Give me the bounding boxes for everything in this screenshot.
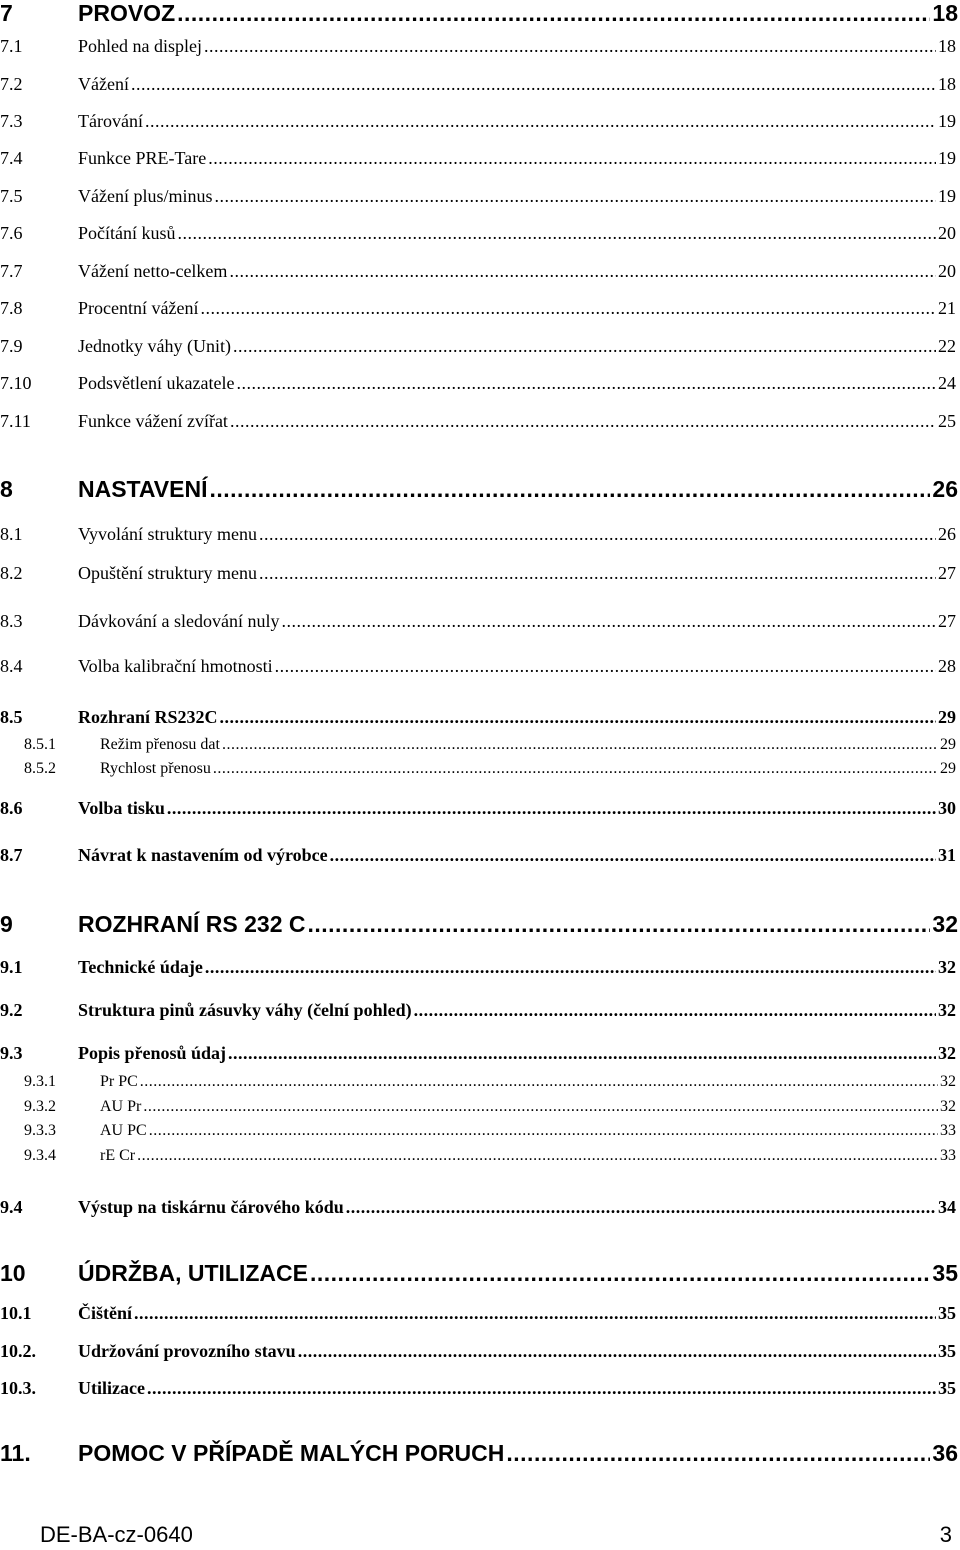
toc-dot-leader <box>140 1073 938 1091</box>
toc-dot-leader <box>506 1440 930 1467</box>
toc-entry-number: 9.3.1 <box>24 1073 56 1090</box>
toc-entry-title: AU Pr <box>100 1098 142 1115</box>
toc-dot-leader <box>307 911 930 938</box>
toc-entry[interactable] <box>0 74 960 95</box>
toc-entry[interactable] <box>0 336 960 357</box>
toc-entry[interactable] <box>0 1197 960 1218</box>
toc-entry-title: Rychlost přenosu <box>100 760 211 777</box>
toc-dot-leader <box>167 798 936 819</box>
toc-entry-title: Návrat k nastavením od výrobce <box>78 845 328 865</box>
toc-entry-title: Funkce vážení zvířat <box>78 411 228 431</box>
toc-dot-leader <box>236 373 936 394</box>
toc-entry-title: Udržování provozního stavu <box>78 1341 296 1361</box>
toc-entry[interactable] <box>0 111 960 132</box>
toc-entry-number: 7.11 <box>0 411 31 431</box>
toc-entry[interactable] <box>0 845 960 866</box>
toc-entry-page: 25 <box>938 411 956 431</box>
toc-entry-title: Pohled na displej <box>78 36 202 56</box>
toc-entry[interactable] <box>0 1122 960 1140</box>
toc-dot-leader <box>143 1098 938 1116</box>
toc-entry-number: 7.3 <box>0 111 23 131</box>
toc-entry[interactable] <box>0 1073 960 1091</box>
toc-entry-page: 32 <box>938 957 956 977</box>
toc-entry-number: 8.5.1 <box>24 736 56 753</box>
toc-entry-title: Podsvětlení ukazatele <box>78 373 235 393</box>
toc-entry-number: 7.8 <box>0 298 23 318</box>
toc-dot-leader <box>177 0 930 27</box>
toc-dot-leader <box>131 74 936 95</box>
toc-dot-leader <box>259 524 936 545</box>
toc-entry-page: 18 <box>932 0 958 26</box>
toc-dot-leader <box>229 261 936 282</box>
toc-dot-leader <box>147 1378 936 1399</box>
toc-entry[interactable] <box>0 148 960 169</box>
toc-entry-number: 8 <box>0 476 13 502</box>
toc-entry-number: 7.1 <box>0 36 23 56</box>
toc-entry-page: 32 <box>938 1000 956 1020</box>
toc-entry[interactable] <box>0 476 960 503</box>
toc-entry[interactable] <box>0 1098 960 1116</box>
toc-entry-page: 20 <box>938 223 956 243</box>
toc-entry-title: Čištění <box>78 1303 132 1323</box>
toc-entry-page: 32 <box>940 1073 956 1090</box>
toc-entry-page: 32 <box>938 1043 956 1063</box>
toc-entry-title: Volba kalibrační hmotnosti <box>78 656 273 676</box>
toc-entry-title: Tárování <box>78 111 143 131</box>
toc-entry-number: 10.3. <box>0 1378 36 1398</box>
toc-dot-leader <box>134 1303 936 1324</box>
toc-dot-leader <box>213 760 938 778</box>
toc-entry-page: 29 <box>940 736 956 753</box>
toc-entry-page: 35 <box>932 1260 958 1286</box>
toc-entry[interactable] <box>0 1303 960 1324</box>
toc-entry[interactable] <box>0 1000 960 1021</box>
toc-entry[interactable] <box>0 563 960 584</box>
toc-entry-number: 7.7 <box>0 261 23 281</box>
toc-entry[interactable] <box>0 298 960 319</box>
toc-dot-leader <box>281 611 936 632</box>
toc-entry-title: Funkce PRE-Tare <box>78 148 207 168</box>
toc-entry-page: 19 <box>938 111 956 131</box>
toc-entry[interactable] <box>0 373 960 394</box>
toc-entry[interactable] <box>0 1147 960 1165</box>
toc-entry-title: Utilizace <box>78 1378 145 1398</box>
toc-entry-number: 9.2 <box>0 1000 23 1020</box>
toc-entry-title: Režim přenosu dat <box>100 736 220 753</box>
toc-entry-page: 26 <box>932 476 958 502</box>
toc-entry-number: 11. <box>0 1440 31 1466</box>
toc-entry-number: 8.7 <box>0 845 23 865</box>
toc-entry[interactable] <box>0 707 960 728</box>
toc-entry-number: 8.5 <box>0 707 23 727</box>
toc-entry[interactable] <box>0 0 960 27</box>
toc-entry-page: 35 <box>938 1341 956 1361</box>
toc-entry-page: 32 <box>932 911 958 937</box>
toc-dot-leader <box>275 656 936 677</box>
toc-dot-leader <box>414 1000 936 1021</box>
toc-dot-leader <box>200 298 936 319</box>
toc-entry[interactable] <box>0 411 960 432</box>
toc-entry[interactable] <box>0 760 960 778</box>
toc-entry-title: Počítání kusů <box>78 223 176 243</box>
toc-entry-number: 7.2 <box>0 74 23 94</box>
page-number: 3 <box>939 1522 952 1547</box>
toc-entry-title: Dávkování a sledování nuly <box>78 611 280 631</box>
toc-entry-number: 7.9 <box>0 336 23 356</box>
toc-entry-number: 8.6 <box>0 798 23 818</box>
toc-entry[interactable] <box>0 1378 960 1399</box>
toc-entry-number: 8.4 <box>0 656 23 676</box>
toc-entry-page: 20 <box>938 261 956 281</box>
toc-entry-title: rE Cr <box>100 1147 136 1164</box>
toc-entry-page: 27 <box>938 611 956 631</box>
toc-entry-title: Vážení <box>78 74 129 94</box>
toc-dot-leader <box>230 411 936 432</box>
toc-dot-leader <box>310 1260 930 1287</box>
toc-entry-page: 29 <box>940 760 956 777</box>
toc-entry-title: Volba tisku <box>78 798 165 818</box>
toc-dot-leader <box>330 845 936 866</box>
toc-entry-title: Opuštění struktury menu <box>78 563 257 583</box>
toc-entry-title: Struktura pinů zásuvky váhy (čelní pohled) <box>78 1000 412 1020</box>
toc-entry-page: 32 <box>940 1098 956 1115</box>
toc-entry-page: 21 <box>938 298 956 318</box>
toc-entry-page: 33 <box>940 1147 956 1164</box>
toc-entry-number: 9.3.3 <box>24 1122 56 1139</box>
toc-entry-title: Technické údaje <box>78 957 203 977</box>
toc-entry[interactable] <box>0 186 960 207</box>
toc-entry-number: 7.4 <box>0 148 23 168</box>
toc-entry-number: 9 <box>0 911 13 937</box>
toc-entry[interactable] <box>0 656 960 677</box>
toc-dot-leader <box>298 1341 936 1362</box>
toc-entry-page: 34 <box>938 1197 956 1217</box>
toc-dot-leader <box>145 111 936 132</box>
toc-entry[interactable] <box>0 957 960 978</box>
toc-entry-number: 9.4 <box>0 1197 23 1217</box>
toc-entry-page: 29 <box>938 707 956 727</box>
toc-entry-number: 9.3.4 <box>24 1147 56 1164</box>
toc-entry-page: 19 <box>938 186 956 206</box>
toc-entry[interactable] <box>0 1440 960 1467</box>
toc-entry[interactable] <box>0 1341 960 1362</box>
toc-entry-page: 36 <box>932 1440 958 1466</box>
toc-entry-page: 18 <box>938 36 956 56</box>
toc-entry-title: Vážení netto-celkem <box>78 261 228 281</box>
toc-entry-number: 8.2 <box>0 563 23 583</box>
toc-entry-title: Rozhraní RS232C <box>78 707 218 727</box>
toc-entry-number: 8.3 <box>0 611 23 631</box>
toc-entry-title: Procentní vážení <box>78 298 199 318</box>
toc-dot-leader <box>228 1043 936 1064</box>
toc-entry-title: ROZHRANÍ RS 232 C <box>78 911 306 937</box>
toc-dot-leader <box>204 36 936 57</box>
document-id: DE-BA-cz-0640 <box>40 1522 193 1547</box>
toc-dot-leader <box>220 707 936 728</box>
toc-entry-page: 31 <box>938 845 956 865</box>
toc-entry-title: NASTAVENÍ <box>78 476 208 502</box>
toc-entry-number: 9.1 <box>0 957 23 977</box>
toc-entry[interactable] <box>0 1260 960 1287</box>
toc-entry-page: 28 <box>938 656 956 676</box>
toc-dot-leader <box>205 957 936 978</box>
toc-entry[interactable] <box>0 911 960 938</box>
toc-entry-title: AU PC <box>100 1122 147 1139</box>
toc-entry[interactable] <box>0 524 960 545</box>
toc-entry[interactable] <box>0 1043 960 1064</box>
toc-dot-leader <box>178 223 937 244</box>
toc-dot-leader <box>222 736 938 754</box>
toc-entry-page: 35 <box>938 1378 956 1398</box>
toc-dot-leader <box>233 336 936 357</box>
toc-dot-leader <box>137 1147 938 1165</box>
toc-entry-number: 10.2. <box>0 1341 36 1361</box>
toc-entry[interactable] <box>0 36 960 57</box>
toc-entry-page: 27 <box>938 563 956 583</box>
toc-entry[interactable] <box>0 223 960 244</box>
toc-entry-page: 18 <box>938 74 956 94</box>
toc-entry-title: Vyvolání struktury menu <box>78 524 257 544</box>
toc-dot-leader <box>346 1197 936 1218</box>
toc-entry-page: 30 <box>938 798 956 818</box>
toc-entry[interactable] <box>0 611 960 632</box>
toc-dot-leader <box>259 563 936 584</box>
toc-entry-page: 33 <box>940 1122 956 1139</box>
toc-entry-page: 19 <box>938 148 956 168</box>
toc-dot-leader <box>214 186 936 207</box>
toc-entry-page: 26 <box>938 524 956 544</box>
toc-dot-leader <box>208 148 936 169</box>
toc-entry-number: 7.5 <box>0 186 23 206</box>
toc-dot-leader <box>210 476 931 503</box>
toc-dot-leader <box>149 1122 938 1140</box>
toc-entry-title: PROVOZ <box>78 0 176 26</box>
toc-entry-number: 7.6 <box>0 223 23 243</box>
toc-entry-title: Vážení plus/minus <box>78 186 213 206</box>
toc-entry-number: 8.1 <box>0 524 23 544</box>
toc-entry-number: 10 <box>0 1260 26 1286</box>
toc-entry-number: 7 <box>0 0 13 26</box>
toc-entry[interactable] <box>0 261 960 282</box>
toc-entry-title: Výstup na tiskárnu čárového kódu <box>78 1197 344 1217</box>
toc-entry-title: Popis přenosů údaj <box>78 1043 227 1063</box>
toc-entry-page: 35 <box>938 1303 956 1323</box>
toc-entry-number: 9.3 <box>0 1043 23 1063</box>
toc-entry-number: 8.5.2 <box>24 760 56 777</box>
toc-entry[interactable] <box>0 736 960 754</box>
toc-entry-title: ÚDRŽBA, UTILIZACE <box>78 1260 308 1286</box>
toc-entry-number: 10.1 <box>0 1303 32 1323</box>
toc-entry-number: 9.3.2 <box>24 1098 56 1115</box>
toc-entry-title: POMOC V PŘÍPADĚ MALÝCH PORUCH <box>78 1440 505 1466</box>
toc-entry-page: 22 <box>938 336 956 356</box>
toc-entry-number: 7.10 <box>0 373 32 393</box>
toc-entry-title: Jednotky váhy (Unit) <box>78 336 231 356</box>
toc-entry[interactable] <box>0 798 960 819</box>
toc-entry-title: Pr PC <box>100 1073 138 1090</box>
toc-entry-page: 24 <box>938 373 956 393</box>
